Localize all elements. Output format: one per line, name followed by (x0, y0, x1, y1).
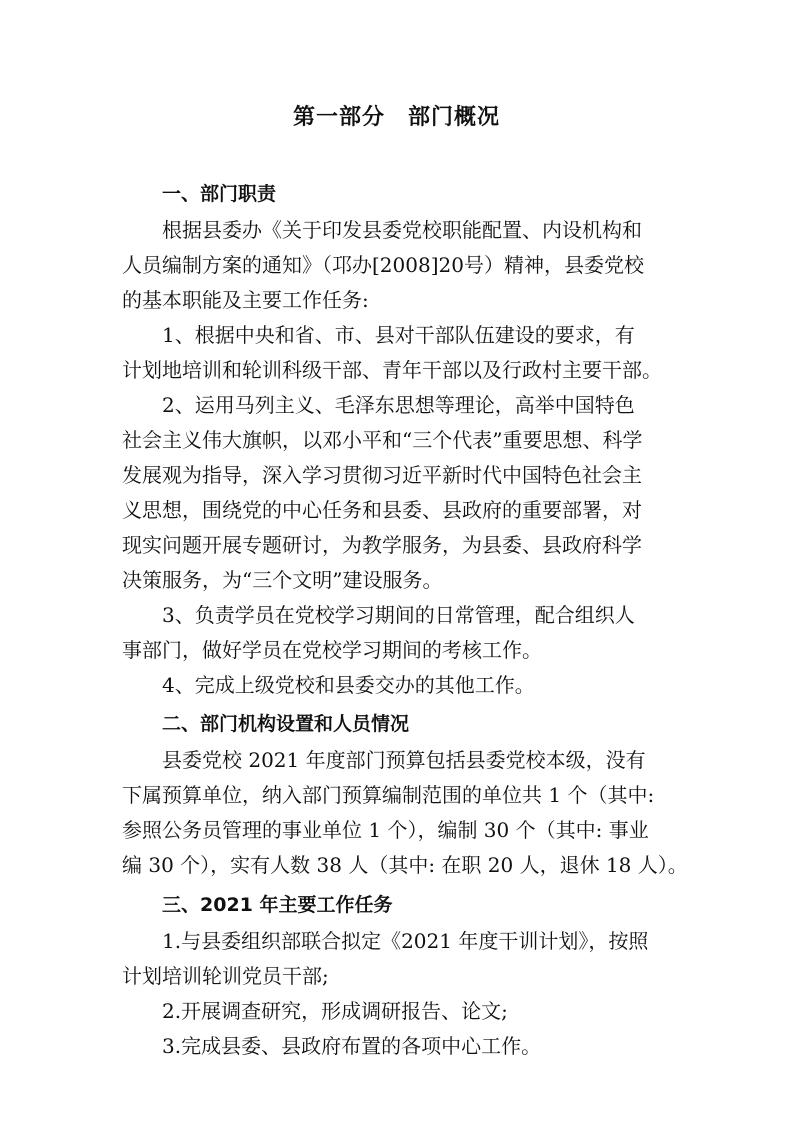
paragraph-line: 2.开展调查研究，形成调研报告、论文; (162, 999, 508, 1023)
paragraph-line: 发展观为指导，深入学习贯彻习近平新时代中国特色社会主 (122, 463, 642, 487)
section-heading-2: 二、部门机构设置和人员情况 (162, 713, 410, 735)
paragraph-line: 编 30 个），实有人数 38 人（其中: 在职 20 人，退休 18 人）。 (122, 853, 688, 877)
section-heading-3: 三、2021 年主要工作任务 (162, 894, 393, 916)
paragraph-line: 下属预算单位，纳入部门预算编制范围的单位共 1 个（其中: (122, 783, 655, 807)
paragraph-line: 社会主义伟大旗帜，以邓小平和“三个代表”重要思想、科学 (122, 428, 643, 452)
paragraph-line: 的基本职能及主要工作任务: (122, 288, 369, 312)
paragraph-line: 人员编制方案的通知》（邛办[2008]20号）精神，县委党校 (122, 253, 644, 277)
paragraph-line: 3.完成县委、县政府布置的各项中心工作。 (162, 1034, 542, 1058)
paragraph-line: 现实问题开展专题研讨，为教学服务，为县委、县政府科学 (122, 533, 642, 557)
paragraph-line: 1.与县委组织部联合拟定《2021 年度干训计划》，按照 (162, 929, 649, 953)
paragraph-line: 4、完成上级党校和县委交办的其他工作。 (162, 673, 535, 697)
section-heading-1: 一、部门职责 (162, 183, 277, 205)
paragraph-line: 根据县委办《关于印发县委党校职能配置、内设机构和 (162, 218, 642, 242)
paragraph-line: 计划培训轮训党员干部; (122, 964, 329, 988)
paragraph-line: 决策服务，为“三个文明”建设服务。 (122, 568, 443, 592)
page-title: 第一部分 部门概况 (292, 105, 500, 130)
paragraph-line: 县委党校 2021 年度部门预算包括县委党校本级，没有 (162, 748, 646, 772)
paragraph-line: 事部门，做好学员在党校学习期间的考核工作。 (122, 638, 542, 662)
paragraph-line: 参照公务员管理的事业单位 1 个），编制 30 个（其中: 事业 (122, 818, 649, 842)
paragraph-line: 1、根据中央和省、市、县对干部队伍建设的要求，有 (162, 323, 635, 347)
paragraph-line: 3、负责学员在党校学习期间的日常管理，配合组织人 (162, 603, 635, 627)
paragraph-line: 义思想，围绕党的中心任务和县委、县政府的重要部署，对 (122, 498, 642, 522)
paragraph-line: 计划地培训和轮训科级干部、青年干部以及行政村主要干部。 (122, 358, 662, 382)
paragraph-line: 2、运用马列主义、毛泽东思想等理论，高举中国特色 (162, 393, 635, 417)
